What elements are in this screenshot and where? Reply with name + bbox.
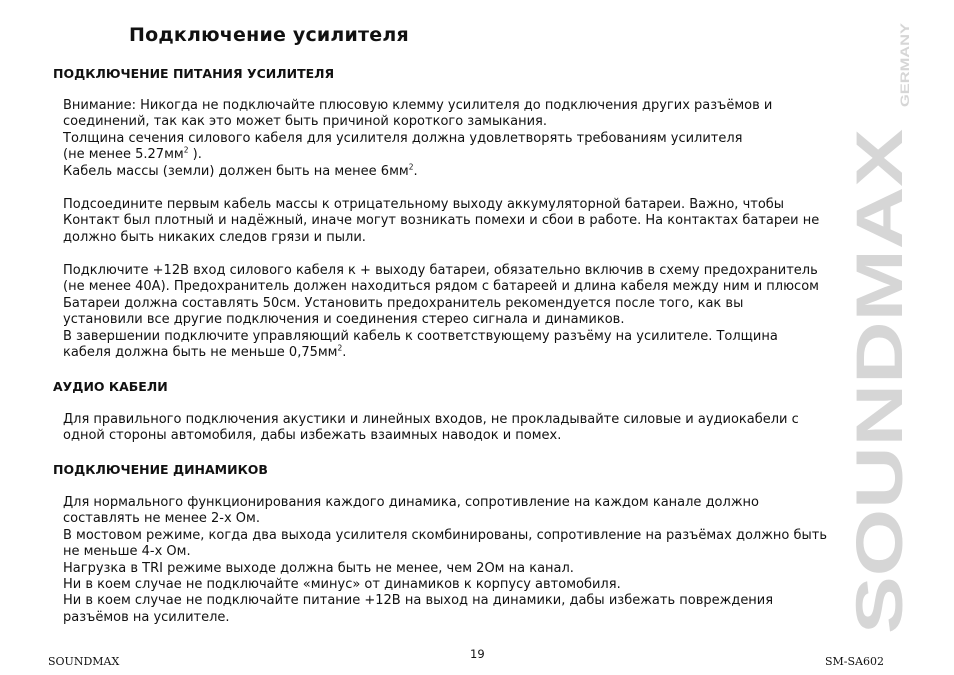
text-line <box>63 345 853 361</box>
text-run: . <box>342 345 347 361</box>
text-line: установили все другие подключения и соединения стерео сигнала и динамиков. <box>63 312 625 328</box>
text-line: В мостовом режиме, когда два выхода усилителя скомбинированы, сопротивление на разъёмах должно быть <box>63 527 828 543</box>
superscript: 2 <box>183 145 189 155</box>
text-line: составлять не менее 2-х Ом. <box>63 511 260 527</box>
brand-logo-subtext: GERMANY <box>898 45 912 107</box>
text-line: Батареи должна составлять 50см. Установить предохранитель рекомендуется после того, как вы <box>63 295 744 311</box>
text-run: Кабель массы (земли) должен быть на менее 6мм <box>63 163 409 179</box>
footer-brand: SOUNDMAX <box>48 655 120 668</box>
text-line: Для правильного подключения акустики и линейных входов, не прокладывайте силовые и аудиокабели с <box>63 412 799 427</box>
text-line: Контакт был плотный и надёжный, иначе могут возникать помехи и сбои в работе. На контактах батареи не <box>63 213 820 229</box>
paragraph-power-warning <box>63 98 853 180</box>
paragraph-ground-cable <box>63 197 853 246</box>
text-line <box>63 164 853 180</box>
paragraph-speakers <box>63 495 853 626</box>
section-heading-speakers: ПОДКЛЮЧЕНИЕ ДИНАМИКОВ <box>53 462 268 477</box>
text-line: одной стороны автомобиля, дабы избежать взаимных наводок и помех. <box>63 428 562 444</box>
text-run: (не менее 5.27мм <box>63 147 184 163</box>
text-line: разъёмов на усилителе. <box>63 609 230 625</box>
text-line: Внимание: Никогда не подключайте плюсовую клемму усилителя до подключения других разъёмов и <box>63 98 773 113</box>
page-number: 19 <box>470 647 485 661</box>
text-line: Подключите +12В вход силового кабеля к + выходу батареи, обязательно включив в схему предохранитель <box>63 263 818 278</box>
brand-logo <box>842 22 916 634</box>
text-run: кабеля должна быть не меньше 0,75мм <box>63 345 338 361</box>
page-title: Подключение усилителя <box>129 24 409 46</box>
text-line: Нагрузка в TRI режиме выходе должна быть не менее, чем 2Ом на канал. <box>63 560 574 576</box>
text-line: (не менее 40А). Предохранитель должен находиться рядом с батареей и длина кабеля между ним и плюсом <box>63 279 819 295</box>
text-line: Ни в коем случае не подключайте питание +12В на выход на динамики, дабы избежать повреждения <box>63 593 774 609</box>
superscript: 2 <box>337 343 343 353</box>
section-heading-audio-cables: АУДИО КАБЕЛИ <box>53 379 168 394</box>
text-line: Подсоедините первым кабель массы к отрицательному выходу аккумуляторной батареи. Важно, чтобы <box>63 197 785 212</box>
text-run: . <box>413 163 418 179</box>
paragraph-audio-cables <box>63 412 853 445</box>
text-line: соединений, так как это может быть причиной короткого замыкания. <box>63 114 547 130</box>
text-line <box>63 147 853 163</box>
section-heading-power: ПОДКЛЮЧЕНИЕ ПИТАНИЯ УСИЛИТЕЛЯ <box>53 66 335 81</box>
paragraph-power-cable <box>63 263 853 361</box>
text-run: ). <box>188 147 202 163</box>
brand-logo-text: SOUNDMAX <box>842 248 916 634</box>
superscript: 2 <box>408 162 414 172</box>
text-line: не меньше 4-х Ом. <box>63 544 191 560</box>
text-line: Толщина сечения силового кабеля для усилителя должна удовлетворять требованиям усилителя <box>63 130 743 146</box>
text-line: В завершении подключите управляющий кабель к соответствующему разъёму на усилителе. Толщина <box>63 328 778 344</box>
footer-model: SM-SA602 <box>825 655 884 668</box>
text-line: Ни в коем случае не подключайте «минус» от динамиков к корпусу автомобиля. <box>63 577 621 593</box>
text-line: Для нормального функционирования каждого динамика, сопротивление на каждом канале должно <box>63 495 759 510</box>
text-line: должно быть никаких следов грязи и пыли. <box>63 229 366 245</box>
